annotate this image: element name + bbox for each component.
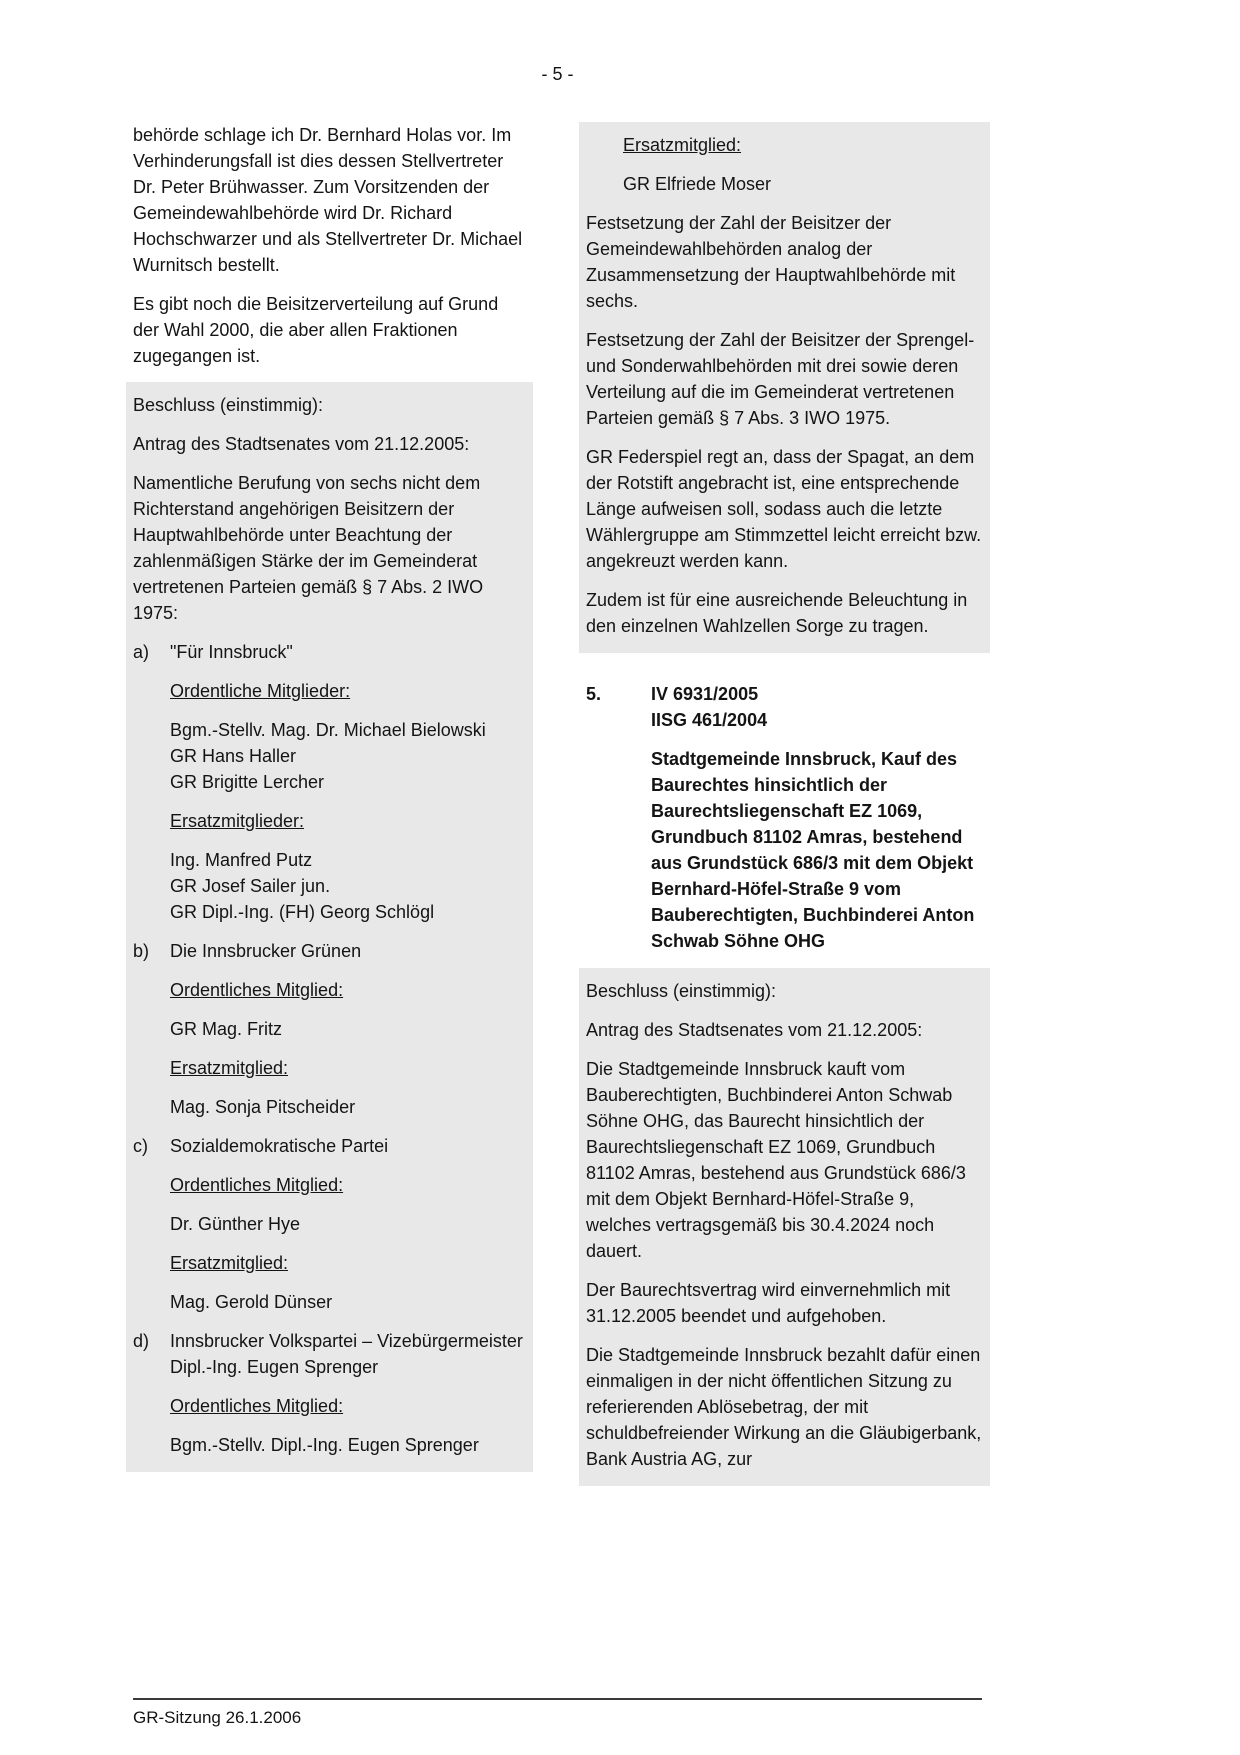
member-name-group (170, 717, 525, 795)
member-name-group (170, 1289, 525, 1315)
resolution-paragraph: Die Stadtgemeinde Innsbruck bezahlt dafür einen einmaligen in der nicht öffentlichen Sitzung zu referierenden Ablösebetrag, der mit schuldbefreiender Wirkung an die Gläubigerbank, Bank Austria AG, zur (586, 1345, 982, 1469)
party-item-body (170, 1328, 525, 1471)
substitute-heading: Ersatzmitglied: (623, 135, 742, 155)
member-role-heading: Ordentliches Mitglied: (170, 1396, 344, 1416)
member-name: Mag. Sonja Pitscheider (170, 1097, 356, 1117)
party-title: Innsbrucker Volkspartei – Vizebürgermeister Dipl.-Ing. Eugen Sprenger (170, 1331, 523, 1377)
member-name: GR Mag. Fritz (170, 1019, 283, 1039)
decision-block-continued (579, 122, 990, 653)
right-column (586, 122, 982, 1500)
appointment-intro: Namentliche Berufung von sechs nicht dem Richterstand angehörigen Beisitzern der Hauptwahlbehörde unter Beachtung der zahlenmäßigen Stärke der im Gemeinderat vertretenen Parteien gemäß § 7 Abs. 2 IWO 1975: (133, 473, 484, 623)
agenda-references (651, 681, 982, 733)
resolution-paragraph: Die Stadtgemeinde Innsbruck kauft vom Bauberechtigten, Buchbinderei Anton Schwab Söhne OHG, das Baurecht hinsichtlich der Baurechtsliegenschaft EZ 1069, Grundbuch 81102 Amras, bestehend aus Grundstück 686/3 mit dem Objekt Bernhard-Höfel-Straße 9, welches vertragsgemäß bis 30.4.2024 noch dauert. (586, 1059, 966, 1261)
member-name: GR Josef Sailer jun. (170, 876, 331, 896)
member-name: Mag. Gerold Dünser (170, 1292, 333, 1312)
decision-heading: Beschluss (einstimmig): (133, 395, 324, 415)
party-marker: a) (133, 642, 150, 662)
paragraph-intro-1: behörde schlage ich Dr. Bernhard Holas vor. Im Verhinderungsfall ist dies dessen Stellvertreter Dr. Peter Brühwasser. Zum Vorsitzenden der Gemeindewahlbehörde wird Dr. Richard Hochschwarzer und als Stellvertreter Dr. Michael Wurnitsch bestellt. (133, 125, 523, 275)
member-name: Dr. Günther Hye (170, 1214, 301, 1234)
member-name-group (170, 1211, 525, 1237)
left-column (133, 122, 525, 1486)
resolution-paragraph: Festsetzung der Zahl der Beisitzer der Sprengel- und Sonderwahlbehörden mit drei sowie deren Verteilung auf die im Gemeinderat vertretenen Parteien gemäß § 7 Abs. 3 IWO 1975. (586, 330, 975, 428)
decision-heading: Beschluss (einstimmig): (586, 981, 777, 1001)
resolution-paragraph: Der Baurechtsvertrag wird einvernehmlich mit 31.12.2005 beendet und aufgehoben. (586, 1280, 951, 1326)
decision-block-hauptwahlbehoerde (126, 382, 533, 1472)
resolution-paragraph: Festsetzung der Zahl der Beisitzer der Gemeindewahlbehörden analog der Zusammensetzung der Hauptwahlbehörde mit sechs. (586, 213, 956, 311)
agenda-reference: IISG 461/2004 (651, 710, 768, 730)
resolution-paragraph: Zudem ist für eine ausreichende Beleuchtung in den einzelnen Wahlzellen Sorge zu tragen. (586, 590, 968, 636)
agenda-item-head (586, 681, 982, 733)
party-title: Die Innsbrucker Grünen (170, 941, 362, 961)
member-name: Ing. Manfred Putz (170, 850, 313, 870)
member-name-group (170, 1016, 525, 1042)
member-name-group (170, 847, 525, 925)
party-item-a (133, 639, 525, 938)
party-item-c (133, 1133, 525, 1328)
party-item-body (170, 639, 525, 938)
agenda-title: Stadtgemeinde Innsbruck, Kauf des Baurechtes hinsichtlich der Baurechtsliegenschaft EZ 1069, Grundbuch 81102 Amras, bestehend aus Grundstück 686/3 mit dem Objekt Bernhard-Höfel-Straße 9 vom Bauberechtigten, Buchbinderei Anton Schwab Söhne OHG (651, 749, 975, 951)
party-title: "Für Innsbruck" (170, 642, 293, 662)
page-number: - 5 - (541, 64, 574, 84)
agenda-number: 5. (586, 684, 602, 704)
paragraph-intro-2: Es gibt noch die Beisitzerverteilung auf Grund der Wahl 2000, die aber allen Fraktionen zugegangen ist. (133, 294, 499, 366)
member-role-heading: Ordentliche Mitglieder: (170, 681, 351, 701)
page-footer (133, 1698, 982, 1728)
member-name-group (170, 1432, 525, 1458)
motion-line: Antrag des Stadtsenates vom 21.12.2005: (133, 434, 470, 454)
party-marker: c) (133, 1136, 148, 1156)
member-name: Bgm.-Stellv. Mag. Dr. Michael Bielowski (170, 720, 486, 740)
party-title: Sozialdemokratische Partei (170, 1136, 389, 1156)
member-name: GR Brigitte Lercher (170, 772, 325, 792)
footer-text: GR-Sitzung 26.1.2006 (133, 1708, 302, 1727)
member-role-heading: Ordentliches Mitglied: (170, 980, 344, 1000)
member-name: Bgm.-Stellv. Dipl.-Ing. Eugen Sprenger (170, 1435, 479, 1455)
agenda-item-5 (586, 681, 982, 954)
member-name: GR Hans Haller (170, 746, 297, 766)
party-marker: b) (133, 941, 150, 961)
agenda-reference: IV 6931/2005 (651, 684, 759, 704)
party-marker: d) (133, 1331, 150, 1351)
party-item-body (170, 1133, 525, 1328)
member-name-group (170, 1094, 525, 1120)
party-item-b (133, 938, 525, 1133)
substitute-name: GR Elfriede Moser (623, 174, 772, 194)
member-role-heading: Ordentliches Mitglied: (170, 1175, 344, 1195)
party-item-body (170, 938, 525, 1133)
member-role-heading: Ersatzmitglieder: (170, 811, 305, 831)
party-item-d (133, 1328, 525, 1471)
resolution-paragraph: GR Federspiel regt an, dass der Spagat, an dem der Rotstift angebracht ist, eine entsprechende Länge aufweisen soll, sodass auch die letzte Wählergruppe am Stimmzettel leicht erreicht bzw. angekreuzt werden kann. (586, 447, 982, 571)
motion-line: Antrag des Stadtsenates vom 21.12.2005: (586, 1020, 923, 1040)
member-role-heading: Ersatzmitglied: (170, 1253, 289, 1273)
decision-block-item5 (579, 968, 990, 1486)
member-role-heading: Ersatzmitglied: (170, 1058, 289, 1078)
member-name: GR Dipl.-Ing. (FH) Georg Schlögl (170, 902, 435, 922)
